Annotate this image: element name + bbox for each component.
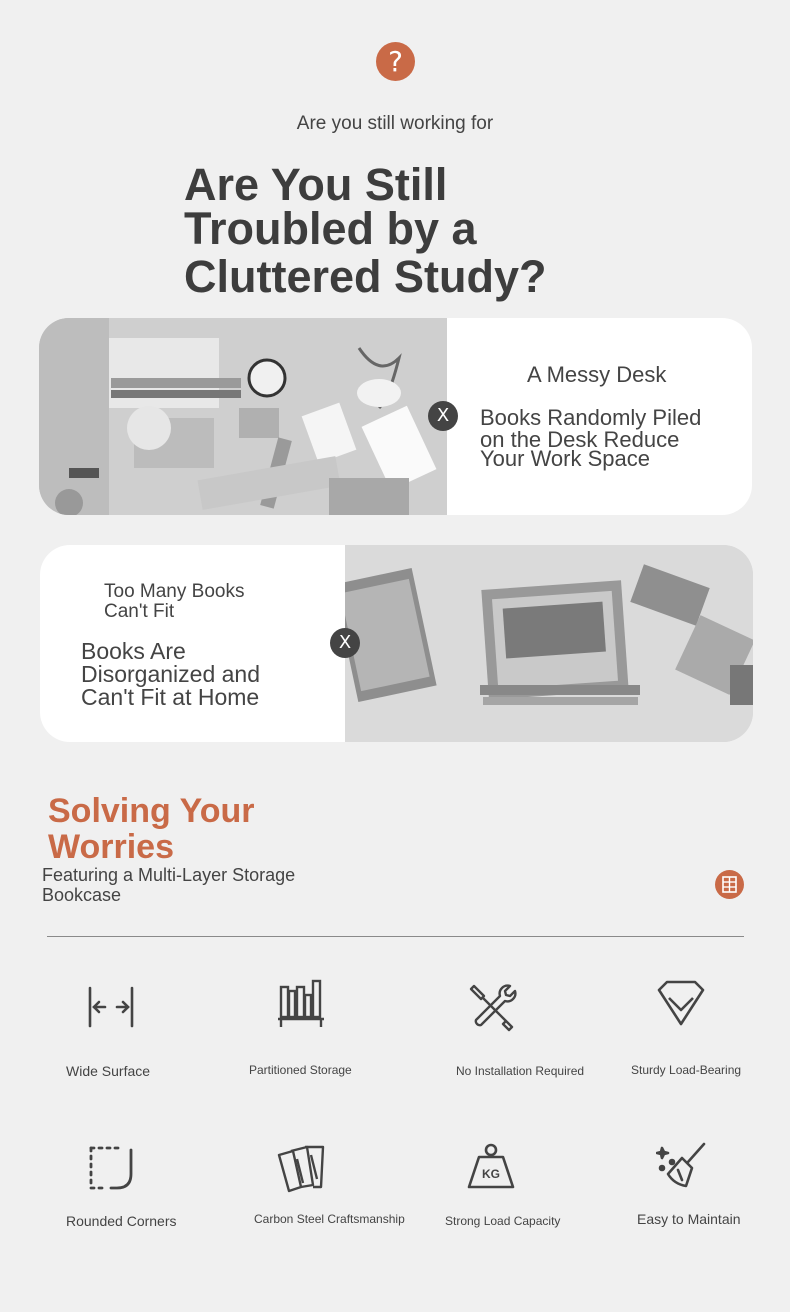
feature-label: Easy to Maintain [637, 1211, 741, 1227]
headline-line: Are You Still [184, 159, 448, 210]
feature-label: Strong Load Capacity [445, 1214, 561, 1228]
page-headline [184, 159, 644, 302]
headline-line: Cluttered Study? [184, 251, 547, 302]
description-line: on the Desk Reduce [480, 427, 680, 452]
title-line: Too Many Books [104, 581, 245, 602]
rounded-corner-icon [87, 1144, 139, 1196]
headline-line: Troubled by a [184, 203, 477, 254]
close-x-icon: X [330, 628, 360, 658]
kg-weight-icon [465, 1141, 517, 1193]
section-divider [47, 936, 744, 937]
feature-label: Sturdy Load-Bearing [631, 1063, 742, 1077]
solution-title [48, 793, 255, 865]
solution-subtitle [42, 865, 332, 905]
title-line: Can't Fit [104, 601, 175, 622]
problem-description [480, 407, 730, 470]
description-line: Your Work Space [480, 446, 650, 471]
feature-label: Rounded Corners [66, 1213, 177, 1229]
kg-label: KG [482, 1167, 500, 1181]
feature-label: Carbon Steel Craftsmanship [254, 1212, 405, 1226]
problem-description [81, 640, 321, 709]
steel-sheets-icon [275, 1143, 327, 1195]
bookshelf-icon [275, 977, 327, 1029]
scattered-books-photo [345, 545, 753, 742]
shield-chevron-icon [655, 978, 707, 1030]
solution-title-line: Solving Your [48, 792, 255, 830]
intro-subtitle: Are you still working for [296, 113, 494, 134]
description-line: Books Are [81, 638, 186, 664]
problem-title: A Messy Desk [527, 362, 667, 387]
broom-icon [656, 1140, 708, 1192]
description-line: Books Randomly Piled [480, 405, 702, 430]
question-icon: ? [376, 42, 415, 81]
solution-subtitle-line: Featuring a Multi-Layer Storage [42, 865, 296, 885]
solution-title-line: Worries [48, 828, 174, 866]
description-line: Disorganized and [81, 661, 261, 687]
feature-label: No Installation Required [456, 1064, 585, 1078]
feature-label: Wide Surface [66, 1063, 151, 1079]
feature-label: Partitioned Storage [249, 1063, 352, 1077]
tools-icon [466, 980, 518, 1032]
bookshelf-badge-icon [715, 870, 744, 899]
close-x-icon: X [428, 401, 458, 431]
messy-desk-photo [39, 318, 447, 515]
solution-subtitle-line: Bookcase [42, 885, 122, 905]
problem-title [104, 582, 244, 622]
description-line: Can't Fit at Home [81, 684, 260, 710]
width-arrows-icon [85, 982, 137, 1034]
